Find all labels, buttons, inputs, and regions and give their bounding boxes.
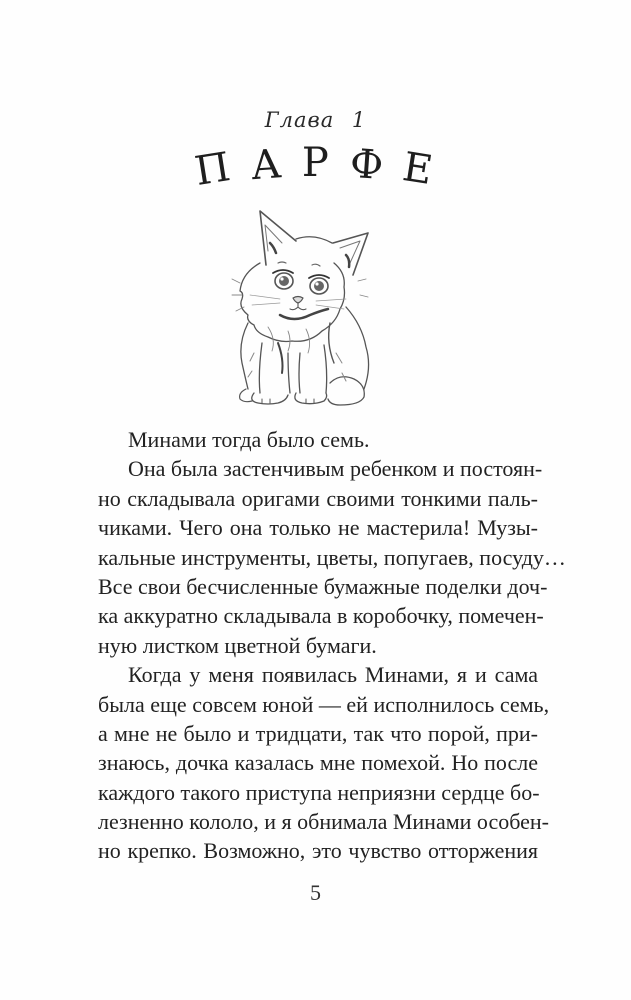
kitten-sketch-icon [218,203,408,408]
text-line: но крепко. Возможно, это чувство отторжения [98,838,538,864]
text-line: Она была застенчивым ребенком и постоян- [128,456,543,482]
text-line: чиками. Чего она только не мастерила! Музы- [98,515,538,541]
title-letter: П [192,143,237,195]
text-line: была еще совсем юной — ей исполнилось семь, [98,691,550,717]
text-line: Минами тогда было семь. [128,427,370,452]
text-line: но складывала оригами своими тонкими паль- [98,485,538,511]
title-letter: А [249,140,286,190]
text-line: каждого такого приступа неприязни сердце бо- [98,779,540,805]
text-line: знаюсь, дочка казалась мне помехой. Но после [98,750,538,776]
chapter-title [0,140,631,194]
body-text [98,425,566,866]
text-line: Все свои бесчисленные бумажные поделки доч- [98,573,548,599]
text-line: ка аккуратно складывала в коробочку, помечен- [98,603,544,629]
title-letter: Ф [348,140,388,190]
text-line: Когда у меня появилась Минами, я и сама [128,662,538,688]
text-line: а мне не было и тридцати, так что порой, при- [98,720,538,746]
title-letter: Е [399,144,439,195]
text-line: лезненно кололо, и я обнимала Минами особен- [98,809,549,835]
text-line: кальные инструменты, цветы, попугаев, посуду… [98,544,566,570]
page-number: 5 [310,880,321,905]
title-letter: Р [301,140,332,186]
text-line: ную листком цветной бумаги. [98,632,377,658]
chapter-label: Глава 1 [264,108,367,132]
